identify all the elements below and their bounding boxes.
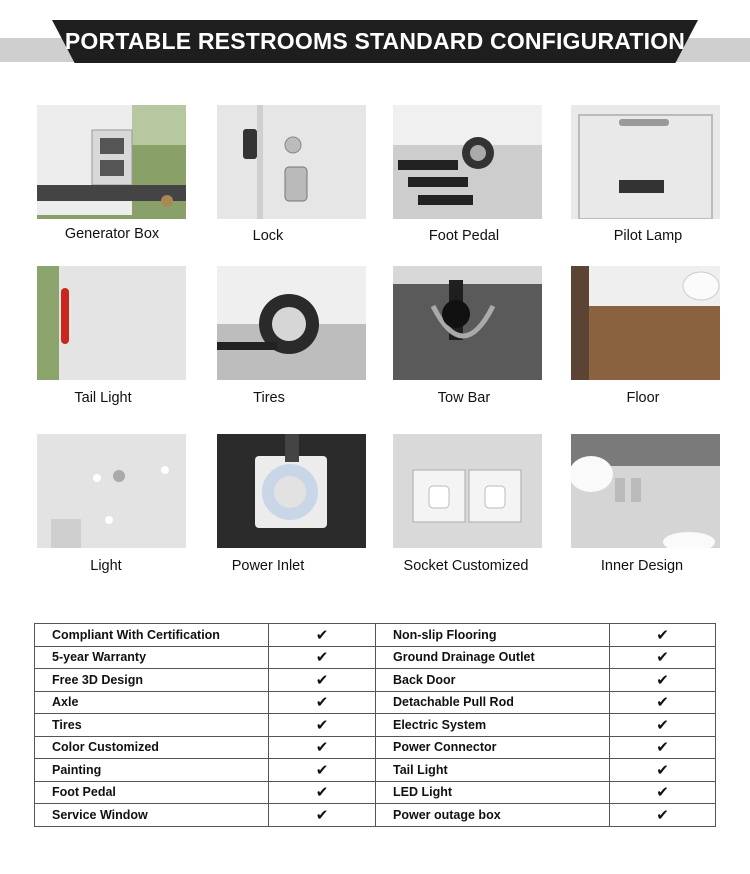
table-cell-label: Service Window [35, 804, 269, 827]
table-cell-label: Electric System [376, 714, 610, 737]
check-icon: ✔ [269, 736, 376, 759]
check-icon: ✔ [610, 691, 716, 714]
power-inlet-photo [217, 434, 366, 548]
feature-caption: Generator Box [64, 226, 160, 242]
table-row [35, 624, 716, 647]
feature-caption: Power Inlet [231, 558, 305, 574]
check-icon: ✔ [269, 714, 376, 737]
light-photo [37, 434, 186, 548]
check-icon: ✔ [269, 781, 376, 804]
inner-design-photo [571, 434, 720, 548]
check-icon: ✔ [610, 624, 716, 647]
feature-caption: Lock [252, 228, 284, 244]
configuration-table [34, 623, 716, 827]
check-icon: ✔ [610, 736, 716, 759]
page-title: PORTABLE RESTROOMS STANDARD CONFIGURATION [64, 28, 686, 54]
table-cell-label: Free 3D Design [35, 669, 269, 692]
feature-caption: Tow Bar [437, 390, 491, 406]
feature-caption: Floor [626, 390, 660, 406]
check-icon: ✔ [269, 669, 376, 692]
feature-caption: Tires [253, 390, 285, 406]
table-cell-label: Back Door [376, 669, 610, 692]
check-icon: ✔ [610, 669, 716, 692]
table-cell-label: LED Light [376, 781, 610, 804]
table-cell-label: 5-year Warranty [35, 646, 269, 669]
generator-box-photo [37, 105, 186, 219]
table-cell-label: Axle [35, 691, 269, 714]
feature-caption: Foot Pedal [428, 228, 500, 244]
check-icon: ✔ [610, 781, 716, 804]
check-icon: ✔ [610, 804, 716, 827]
table-cell-label: Power Connector [376, 736, 610, 759]
table-cell-label: Color Customized [35, 736, 269, 759]
check-icon: ✔ [610, 646, 716, 669]
foot-pedal-photo [393, 105, 542, 219]
socket-photo [393, 434, 542, 548]
table-cell-label: Detachable Pull Rod [376, 691, 610, 714]
table-row [35, 714, 716, 737]
table-row [35, 781, 716, 804]
table-cell-label: Compliant With Certification [35, 624, 269, 647]
pilot-lamp-photo [571, 105, 720, 219]
table-cell-label: Foot Pedal [35, 781, 269, 804]
table-row [35, 804, 716, 827]
check-icon: ✔ [610, 714, 716, 737]
tires-photo [217, 266, 366, 380]
table-cell-label: Tail Light [376, 759, 610, 782]
check-icon: ✔ [269, 804, 376, 827]
table-row [35, 646, 716, 669]
check-icon: ✔ [269, 624, 376, 647]
lock-photo [217, 105, 366, 219]
table-row [35, 691, 716, 714]
tow-bar-photo [393, 266, 542, 380]
check-icon: ✔ [610, 759, 716, 782]
check-icon: ✔ [269, 759, 376, 782]
floor-photo [571, 266, 720, 380]
table-cell-label: Tires [35, 714, 269, 737]
check-icon: ✔ [269, 646, 376, 669]
tail-light-photo [37, 266, 186, 380]
table-cell-label: Non-slip Flooring [376, 624, 610, 647]
feature-caption: Light [90, 558, 122, 574]
table-row [35, 736, 716, 759]
table-cell-label: Power outage box [376, 804, 610, 827]
table-row [35, 669, 716, 692]
feature-caption: Pilot Lamp [613, 228, 683, 244]
table-cell-label: Painting [35, 759, 269, 782]
table-row [35, 759, 716, 782]
check-icon: ✔ [269, 691, 376, 714]
feature-caption: Inner Design [600, 558, 684, 574]
feature-caption: Tail Light [74, 390, 132, 406]
table-cell-label: Ground Drainage Outlet [376, 646, 610, 669]
feature-caption: Socket Customized [403, 558, 529, 574]
